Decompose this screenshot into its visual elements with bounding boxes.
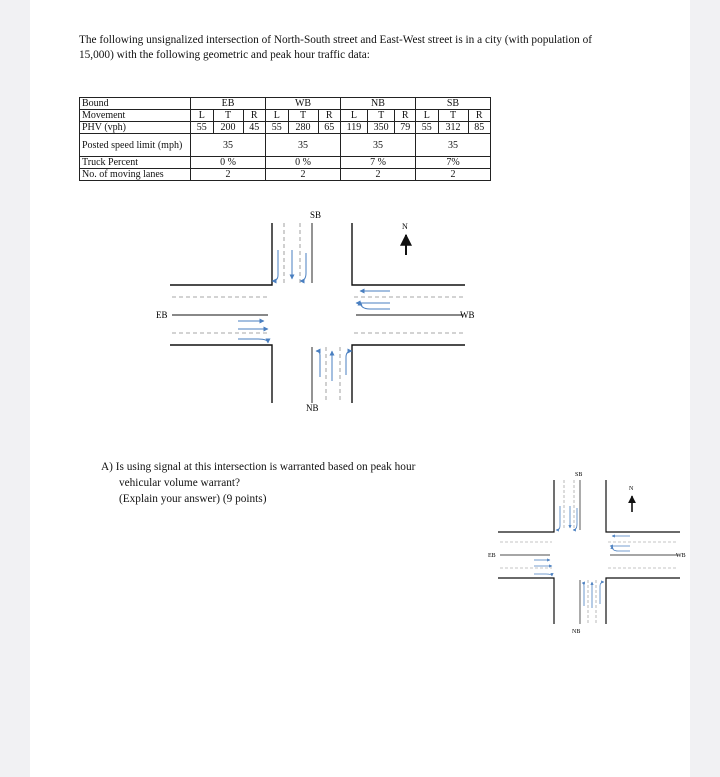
- road-edge-sw: [170, 345, 272, 403]
- bound-wb: WB: [266, 98, 341, 110]
- speed-sb: 35: [416, 134, 491, 157]
- table-row-bound: [80, 98, 491, 110]
- truck-wb: 0 %: [266, 157, 341, 169]
- phv-cell: 55: [266, 122, 289, 134]
- road-edge-se: [352, 345, 465, 403]
- small-road-edges: [498, 480, 680, 624]
- speed-nb: 35: [341, 134, 416, 157]
- small-median-lines: [500, 480, 678, 624]
- nb-left-arrow: [316, 351, 320, 377]
- bound-sb: SB: [416, 98, 491, 110]
- nb-right-arrow: [346, 351, 352, 375]
- truck-nb: 7 %: [341, 157, 416, 169]
- road-edge-ne: [352, 223, 465, 285]
- bound-nb: NB: [341, 98, 416, 110]
- movement-cell: T: [367, 110, 394, 122]
- lanes-sb: 2: [416, 169, 491, 181]
- phv-cell: 79: [395, 122, 416, 134]
- small-label-nb: NB: [572, 629, 581, 635]
- row-label-truck: Truck Percent: [80, 157, 191, 169]
- table-row-truck: [80, 157, 491, 169]
- movement-cell: R: [395, 110, 416, 122]
- movement-cell: R: [318, 110, 341, 122]
- movement-cell: R: [243, 110, 266, 122]
- label-sb: SB: [310, 210, 322, 220]
- label-eb: EB: [156, 310, 168, 320]
- truck-eb: 0 %: [191, 157, 266, 169]
- road-edge-nw: [170, 223, 272, 285]
- lanes-eb: 2: [191, 169, 266, 181]
- sb-right-arrow: [300, 253, 306, 281]
- movement-cell: R: [468, 110, 491, 122]
- bound-eb: EB: [191, 98, 266, 110]
- phv-cell: 119: [341, 122, 368, 134]
- intersection-diagram-main: [156, 205, 480, 420]
- speed-wb: 35: [266, 134, 341, 157]
- lane-dashes: [172, 223, 463, 403]
- small-movement-arrows: [534, 506, 630, 608]
- intersection-diagram-small: [490, 468, 690, 638]
- phv-cell: 55: [191, 122, 214, 134]
- movement-cell: L: [416, 110, 439, 122]
- north-label: N: [402, 222, 408, 231]
- small-lane-dashes: [500, 480, 678, 624]
- question-line-2: vehicular volume warrant?: [119, 477, 241, 489]
- phv-cell: 200: [213, 122, 243, 134]
- small-label-eb: EB: [488, 553, 496, 559]
- phv-cell: 45: [243, 122, 266, 134]
- phv-cell: 85: [468, 122, 491, 134]
- movement-cell: T: [288, 110, 318, 122]
- table-row-phv: [80, 122, 491, 134]
- row-label-bound: Bound: [80, 98, 191, 110]
- row-label-speed: Posted speed limit (mph): [80, 134, 191, 157]
- table-row-movement: [80, 110, 491, 122]
- movement-cell: L: [191, 110, 214, 122]
- row-label-phv: PHV (vph): [80, 122, 191, 134]
- label-nb: NB: [306, 403, 319, 413]
- question-block: [101, 459, 461, 507]
- movement-cell: T: [438, 110, 468, 122]
- sb-left-arrow: [272, 250, 278, 281]
- row-label-movement: Movement: [80, 110, 191, 122]
- speed-eb: 35: [191, 134, 266, 157]
- phv-cell: 65: [318, 122, 341, 134]
- row-label-lanes: No. of moving lanes: [80, 169, 191, 181]
- table-row-lanes: [80, 169, 491, 181]
- intro-paragraph: The following unsignalized intersection of North-South street and East-West street is in a city (with population of 15,000) with the following geometric and peak hour traffic data:: [79, 34, 592, 61]
- small-label-wb: WB: [676, 553, 686, 559]
- movement-cell: T: [213, 110, 243, 122]
- movement-arrows: [238, 250, 390, 381]
- eb-right-arrow: [238, 339, 268, 343]
- truck-sb: 7%: [416, 157, 491, 169]
- phv-cell: 312: [438, 122, 468, 134]
- lanes-wb: 2: [266, 169, 341, 181]
- table-row-speed: [80, 134, 491, 157]
- median-lines: [172, 223, 463, 403]
- wb-right-arrow: [360, 301, 390, 309]
- small-label-sb: SB: [575, 472, 583, 478]
- movement-cell: L: [341, 110, 368, 122]
- question-line-1: A) Is using signal at this intersection is warranted based on peak hour: [101, 461, 416, 473]
- movement-cell: L: [266, 110, 289, 122]
- lanes-nb: 2: [341, 169, 416, 181]
- question-line-3: (Explain your answer) (9 points): [119, 493, 267, 505]
- road-edges: [170, 223, 465, 403]
- phv-cell: 280: [288, 122, 318, 134]
- phv-cell: 350: [367, 122, 394, 134]
- traffic-data-table: [79, 97, 491, 181]
- phv-cell: 55: [416, 122, 439, 134]
- label-wb: WB: [460, 310, 475, 320]
- small-north-label: N: [629, 486, 634, 492]
